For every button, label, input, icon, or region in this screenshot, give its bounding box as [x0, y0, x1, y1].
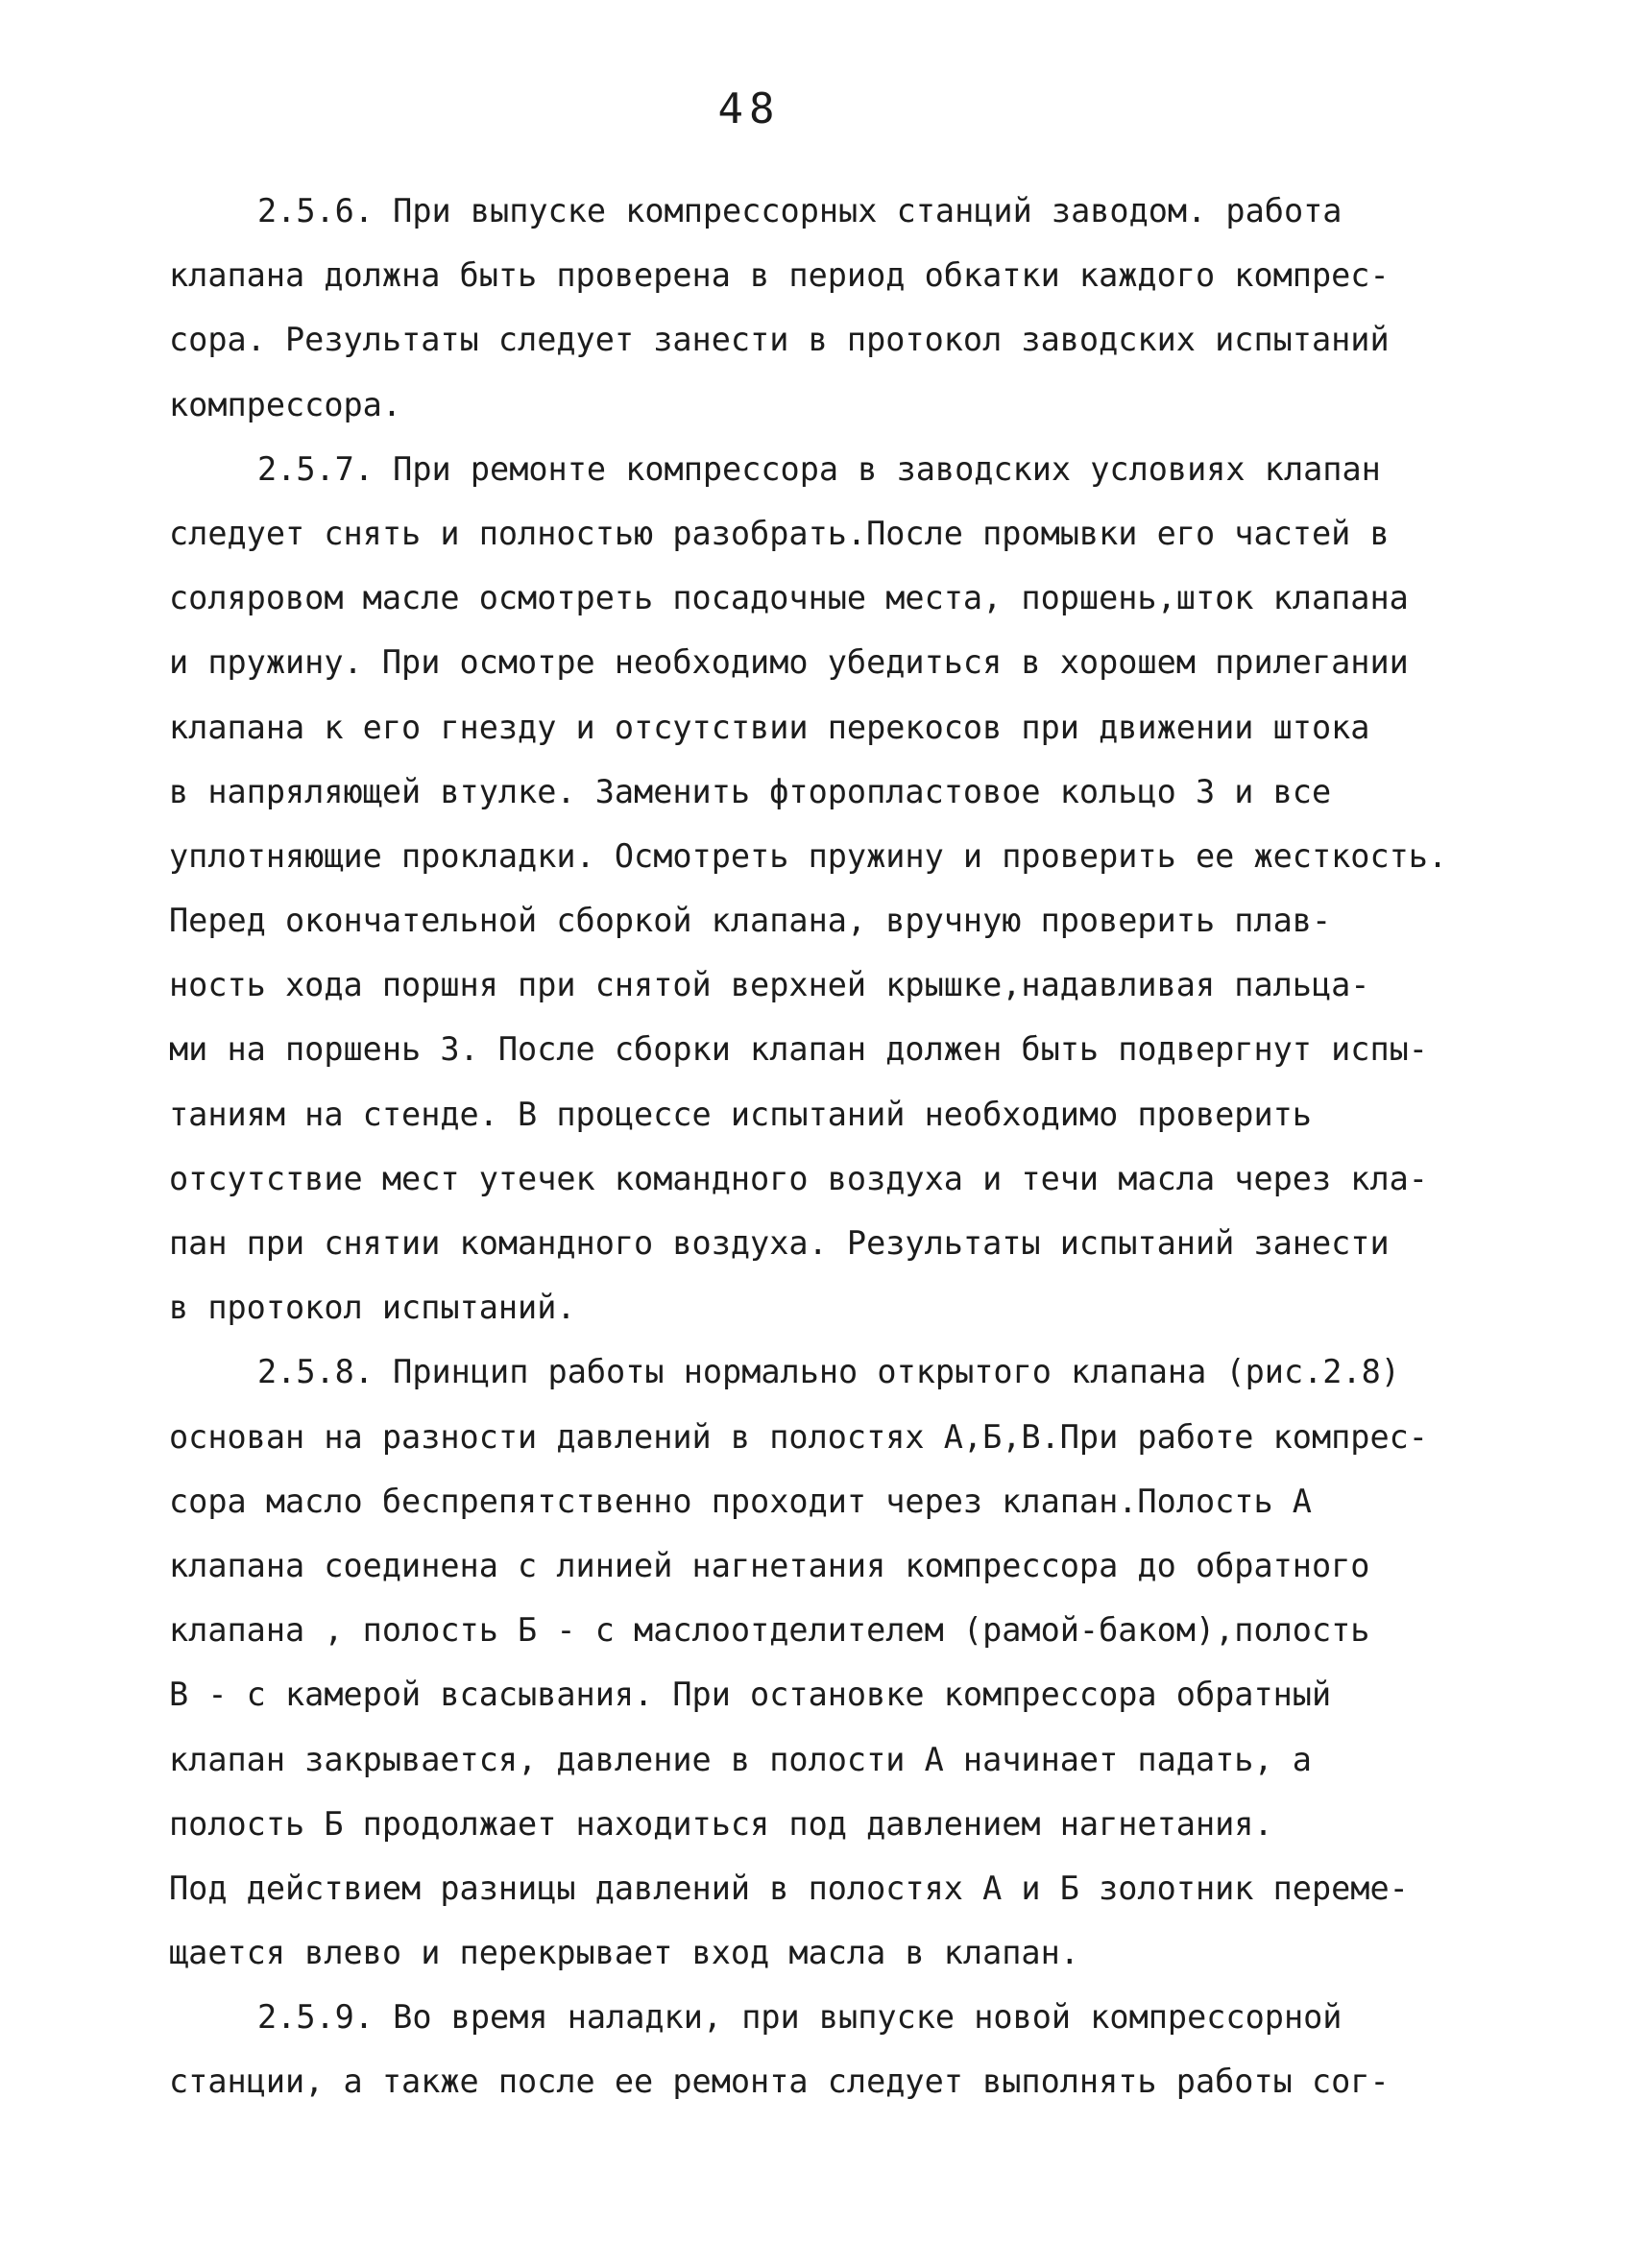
text-line: В - с камерой всасывания. При остановке компрессора обратный	[169, 1676, 1332, 1714]
text-line: в напряляющей втулке. Заменить фторопластовое кольцо 3 и все	[169, 772, 1332, 810]
text-line: отсутствие мест утечек командного воздуха и течи масла через кла-	[169, 1159, 1428, 1197]
text-line: пан при снятии командного воздуха. Результаты испытаний занести	[169, 1224, 1390, 1262]
text-line: основан на разности давлений в полостях А,Б,В.При работе компрес-	[169, 1417, 1428, 1456]
text-line: и пружину. При осмотре необходимо убедиться в хорошем прилегании	[169, 643, 1409, 682]
text-line: станции, а также после ее ремонта следует выполнять работы сог-	[169, 2063, 1390, 2101]
text-line: полость Б продолжает находиться под давлением нагнетания.	[169, 1804, 1273, 1843]
text-line: ность хода поршня при снятой верхней крышке,надавливая пальца-	[169, 966, 1370, 1004]
text-line: сора. Результаты следует занести в протокол заводских испытаний	[169, 321, 1390, 359]
text-line: клапана соединена с линией нагнетания компрессора до обратного	[169, 1546, 1370, 1584]
text-line: клапан закрывается, давление в полости А начинает падать, а	[169, 1740, 1312, 1778]
text-line: таниям на стенде. В процессе испытаний необходимо проверить	[169, 1095, 1312, 1133]
text-line: 2.5.6. При выпуске компрессорных станций заводом. работа	[257, 192, 1343, 229]
text-line: клапана , полость Б - с маслоотделителем (рамой-баком),полость	[169, 1611, 1370, 1650]
text-line: 2.5.8. Принцип работы нормально открытого клапана (рис.2.8)	[257, 1353, 1400, 1391]
text-line: щается влево и перекрывает вход масла в клапан.	[169, 1934, 1079, 1972]
page-number: 48	[717, 84, 781, 133]
text-line: компрессора.	[169, 385, 402, 423]
text-line: 2.5.7. При ремонте компрессора в заводских условиях клапан	[257, 449, 1381, 488]
text-line: Под действием разницы давлений в полостях А и Б золотник переме-	[169, 1869, 1409, 1907]
text-line: клапана должна быть проверена в период обкатки каждого компрес-	[169, 256, 1390, 295]
text-line: уплотняющие прокладки. Осмотреть пружину и проверить ее жесткость.	[169, 836, 1448, 875]
text-line: сора масло беспрепятственно проходит через клапан.Полость А	[169, 1482, 1312, 1520]
text-line: Перед окончательной сборкой клапана, вручную проверить плав-	[169, 902, 1332, 940]
text-line: в протокол испытаний.	[169, 1289, 576, 1327]
text-line: 2.5.9. Во время наладки, при выпуске новой компрессорной	[257, 1998, 1343, 2037]
text-line: соляровом масле осмотреть посадочные места, поршень,шток клапана	[169, 579, 1409, 617]
text-line: клапана к его гнезду и отсутствии перекосов при движении штока	[169, 708, 1370, 746]
text-line: ми на поршень 3. После сборки клапан должен быть подвергнут испы-	[169, 1030, 1428, 1069]
text-line: следует снять и полностью разобрать.После промывки его частей в	[169, 514, 1390, 552]
body-text	[169, 179, 1494, 2114]
